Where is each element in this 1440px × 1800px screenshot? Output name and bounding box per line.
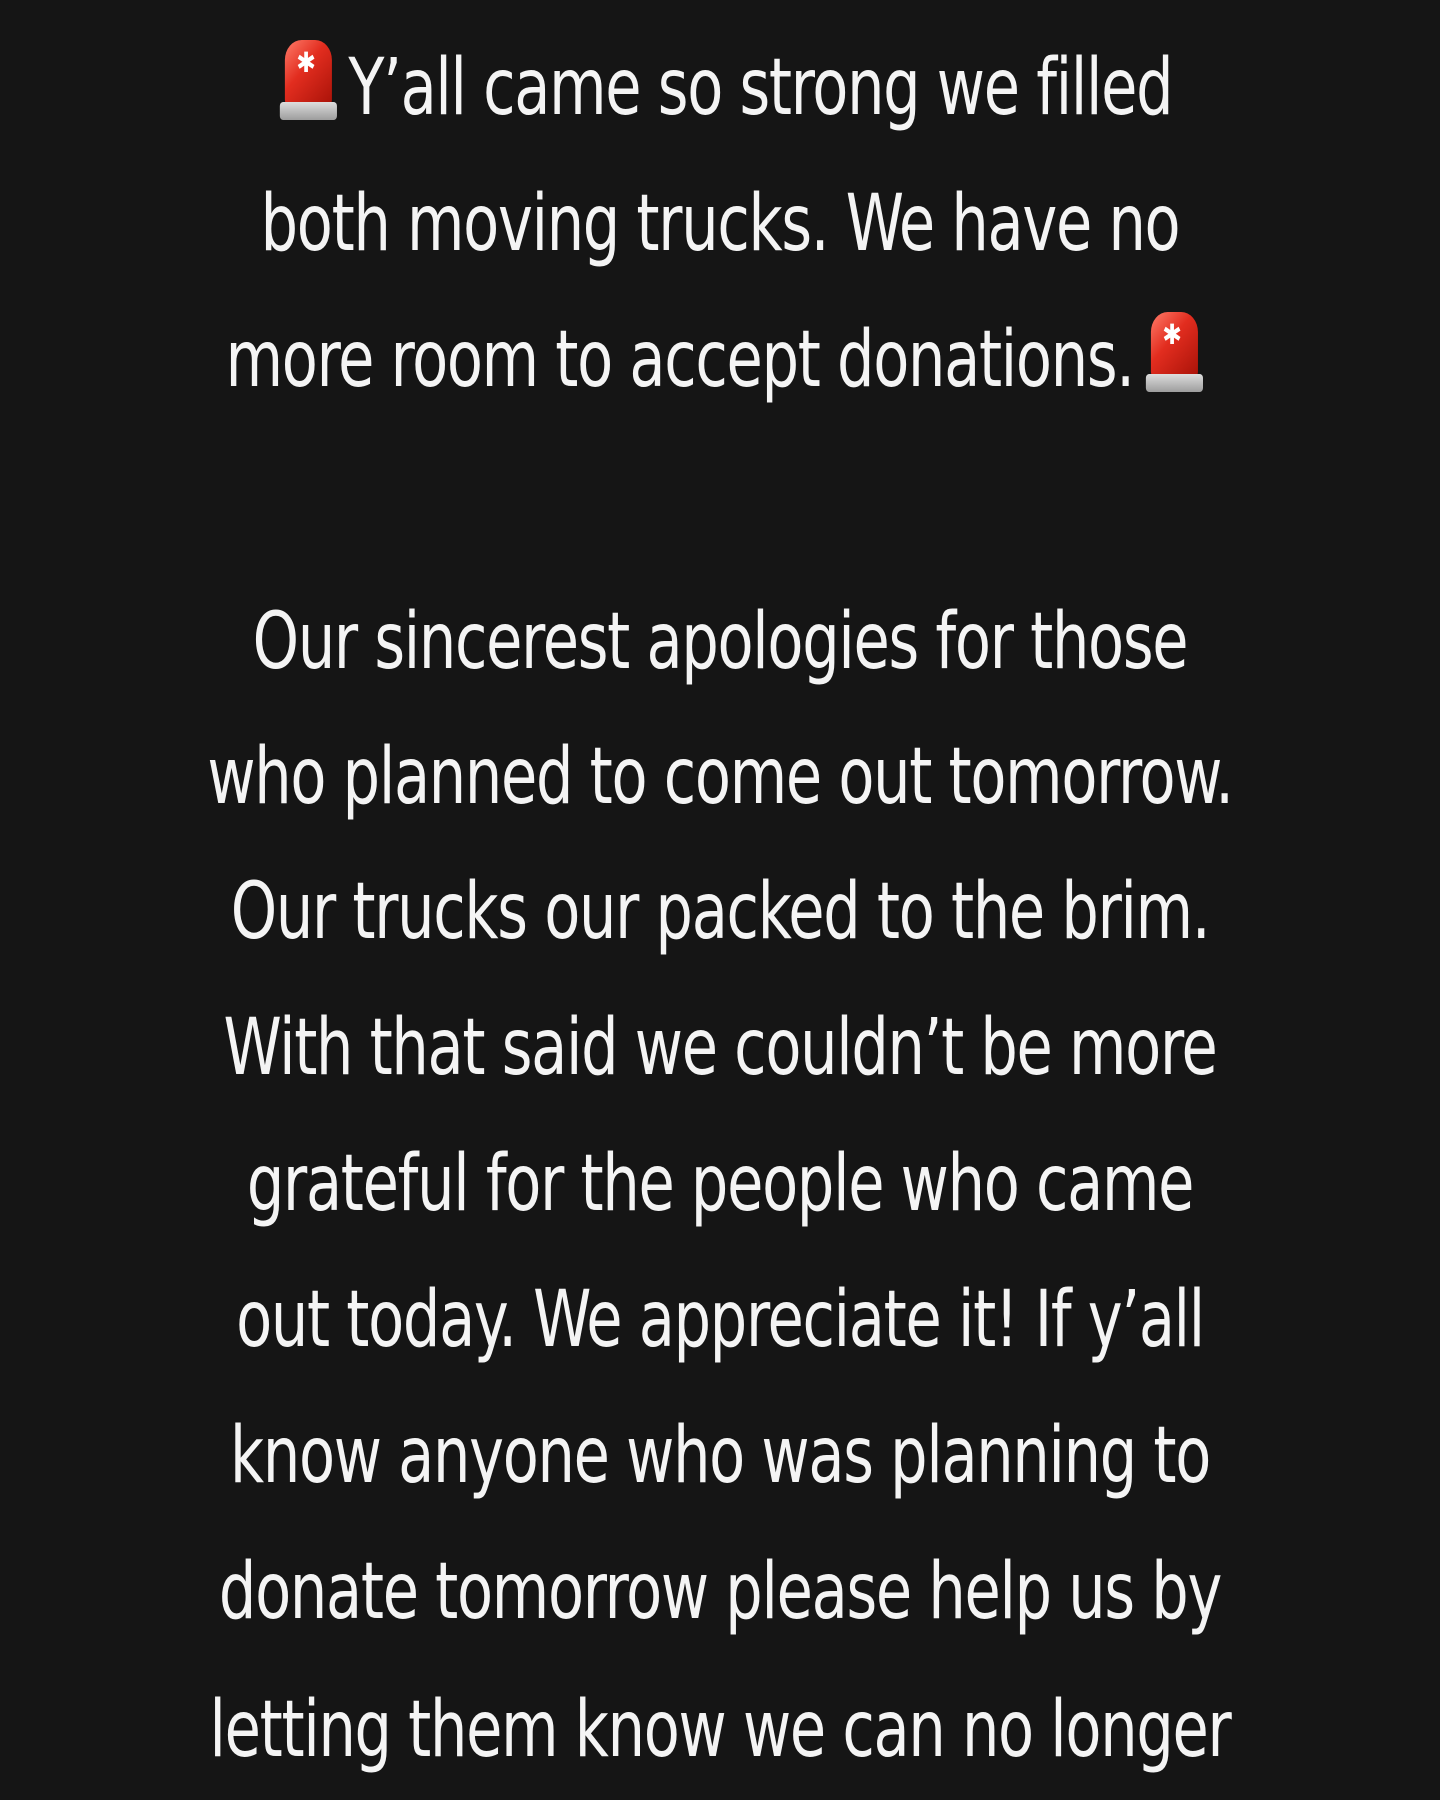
heading-line-1: [115, 38, 1325, 138]
body-line-9: letting them know we can no longer: [209, 1685, 1231, 1775]
body-line-4: With that said we couldn’t be more: [223, 1003, 1217, 1093]
heading-line-2: both moving trucks. We have no: [260, 179, 1180, 269]
body-line-8: donate tomorrow please help us by: [218, 1547, 1222, 1637]
body-line-6: out today. We appreciate it! If y’all: [236, 1275, 1204, 1365]
heading-text-3: more room to accept donations.: [225, 315, 1134, 405]
body-line-1: Our sincerest apologies for those: [252, 597, 1188, 687]
body-line-2: who planned to come out tomorrow.: [207, 732, 1233, 822]
rotating-light-icon: ✱: [279, 40, 336, 124]
heading-text-1: Y’all came so strong we filled: [348, 43, 1173, 133]
rotating-light-icon: ✱: [1145, 312, 1202, 396]
body-line-3: Our trucks our packed to the brim.: [230, 867, 1210, 957]
body-line-5: grateful for the people who came: [246, 1139, 1194, 1229]
body-line-7: know anyone who was planning to: [229, 1411, 1211, 1501]
heading-line-3: [115, 310, 1325, 410]
